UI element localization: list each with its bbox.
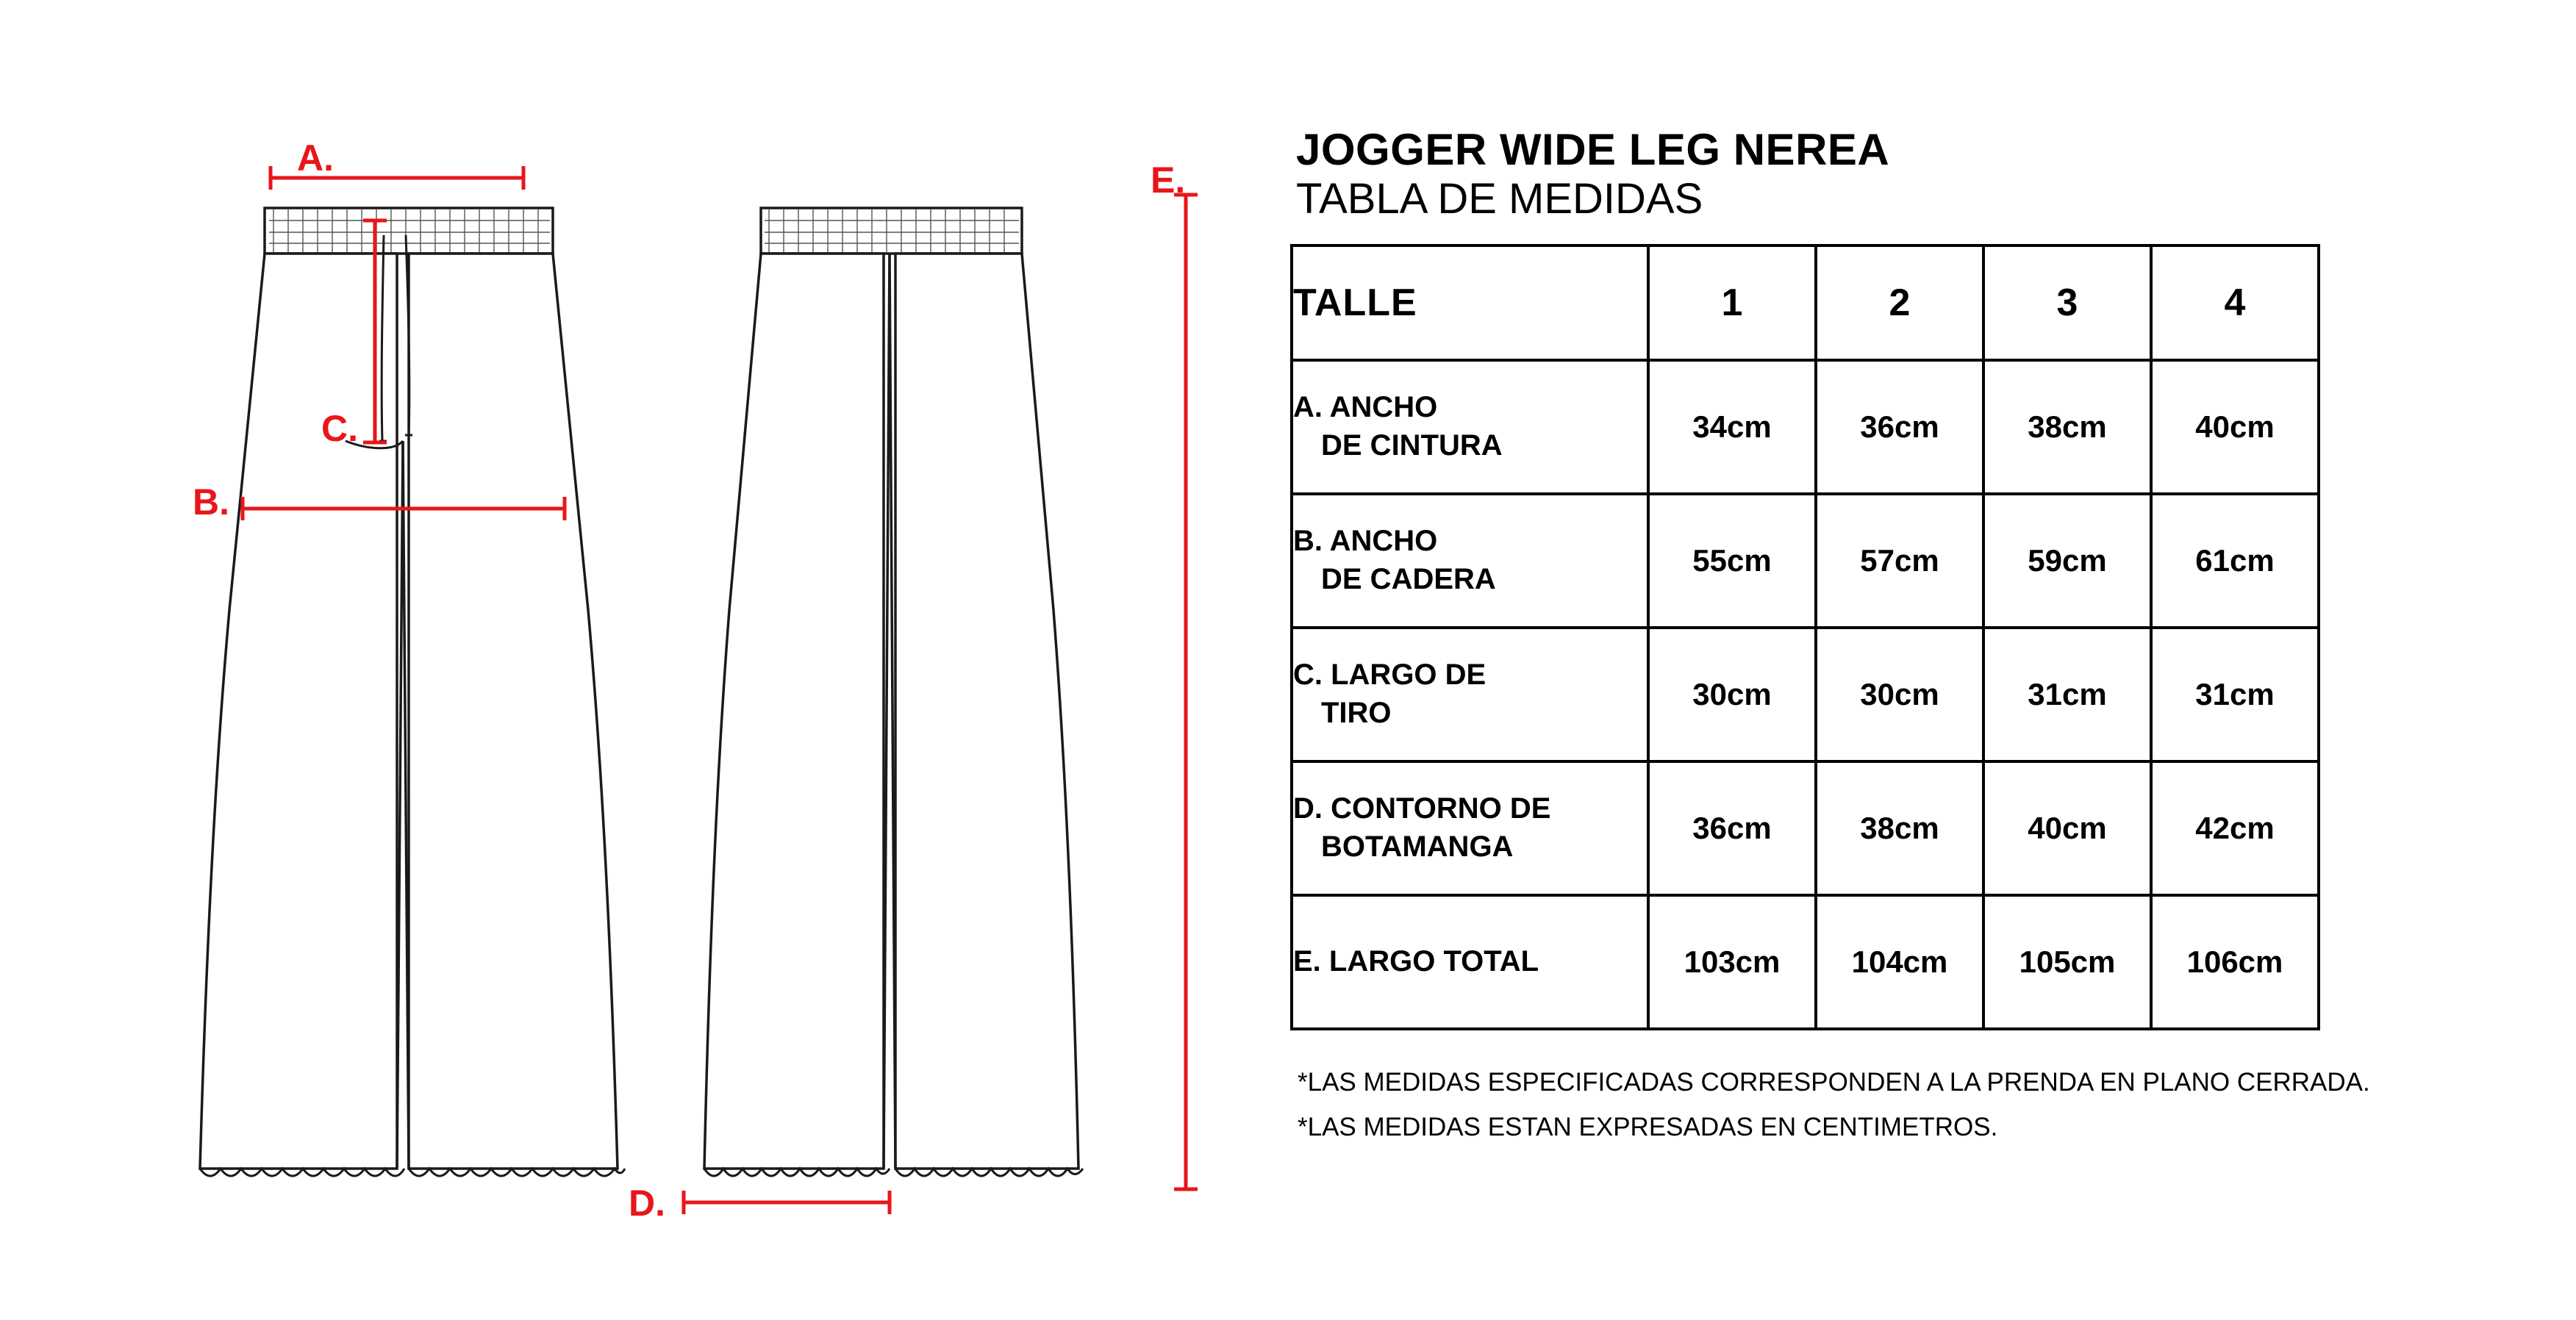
row-label-b-line2: DE CADERA (1321, 562, 1496, 595)
table-row (1292, 360, 2319, 494)
row-label-b-line1: B. ANCHO (1293, 525, 1438, 558)
table-header-row (1292, 245, 2319, 360)
cell-e-4: 106cm (2151, 895, 2319, 1029)
cell-a-4: 40cm (2151, 360, 2319, 494)
label-c: C. (321, 408, 358, 449)
cell-a-3: 38cm (1983, 360, 2151, 494)
technical-drawing (0, 0, 1250, 1320)
page-subtitle: TABLA DE MEDIDAS (1296, 175, 1703, 223)
note-line-2: *LAS MEDIDAS ESTAN EXPRESADAS EN CENTIMETROS. (1298, 1112, 1998, 1141)
label-b: B. (193, 481, 229, 523)
row-label-d (1292, 761, 1648, 895)
row-label-d-line2: BOTAMANGA (1321, 830, 1514, 863)
measurements-table (1290, 244, 2320, 1030)
row-label-c (1292, 628, 1648, 761)
row-label-c-line1: C. LARGO DE (1293, 659, 1486, 692)
notes-block (1298, 1060, 2540, 1150)
label-a: A. (297, 137, 334, 179)
table-row (1292, 761, 2319, 895)
note-line-1: *LAS MEDIDAS ESPECIFICADAS CORRESPONDEN A LA PRENDA EN PLANO CERRADA. (1298, 1067, 2370, 1097)
cell-c-1: 30cm (1648, 628, 1816, 761)
front-view (200, 208, 625, 1176)
cell-e-1: 103cm (1648, 895, 1816, 1029)
row-label-b (1292, 494, 1648, 628)
cell-d-1: 36cm (1648, 761, 1816, 895)
page-title: JOGGER WIDE LEG NEREA (1296, 125, 1890, 174)
row-label-a (1292, 360, 1648, 494)
header-cell-size-3: 3 (1983, 245, 2151, 360)
label-d: D. (629, 1183, 665, 1224)
row-label-c-line2: TIRO (1321, 696, 1392, 729)
info-panel (1290, 125, 2540, 1149)
back-view (704, 208, 1083, 1176)
row-label-a-line1: A. ANCHO (1293, 391, 1438, 424)
cell-d-4: 42cm (2151, 761, 2319, 895)
header-cell-size-4: 4 (2151, 245, 2319, 360)
table-row (1292, 494, 2319, 628)
cell-a-1: 34cm (1648, 360, 1816, 494)
cell-b-3: 59cm (1983, 494, 2151, 628)
table-row (1292, 895, 2319, 1029)
cell-c-2: 30cm (1816, 628, 1983, 761)
title-block (1296, 125, 2540, 225)
row-label-e-line1: E. LARGO TOTAL (1293, 945, 1539, 978)
header-cell-size-2: 2 (1816, 245, 1983, 360)
cell-b-4: 61cm (2151, 494, 2319, 628)
cell-d-3: 40cm (1983, 761, 2151, 895)
label-e: E. (1151, 159, 1186, 201)
header-cell-talle: TALLE (1292, 245, 1648, 360)
cell-b-1: 55cm (1648, 494, 1816, 628)
cell-b-2: 57cm (1816, 494, 1983, 628)
cell-c-4: 31cm (2151, 628, 2319, 761)
cell-e-2: 104cm (1816, 895, 1983, 1029)
row-label-a-line2: DE CINTURA (1321, 428, 1503, 462)
cell-a-2: 36cm (1816, 360, 1983, 494)
row-label-d-line1: D. CONTORNO DE (1293, 792, 1551, 825)
header-cell-size-1: 1 (1648, 245, 1816, 360)
cell-c-3: 31cm (1983, 628, 2151, 761)
cell-e-3: 105cm (1983, 895, 2151, 1029)
row-label-e (1292, 895, 1648, 1029)
table-row (1292, 628, 2319, 761)
cell-d-2: 38cm (1816, 761, 1983, 895)
